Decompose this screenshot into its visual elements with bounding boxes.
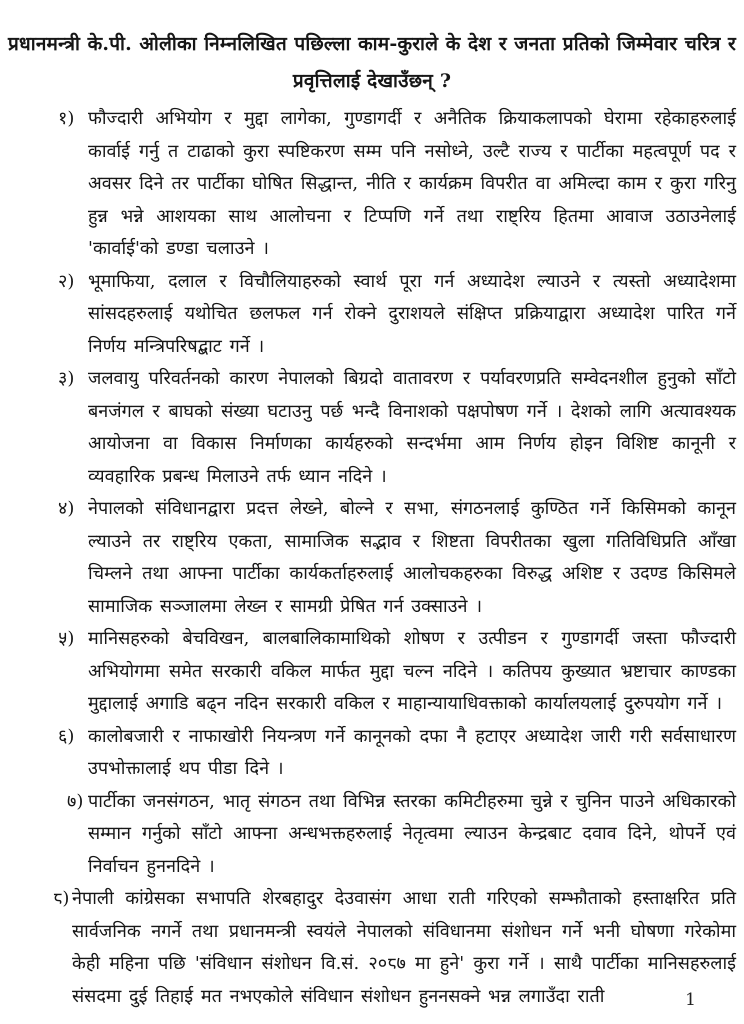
item-text: नेपालको संविधानद्वारा प्रदत्त लेख्ने, बोल्ने र सभा, संगठनलाई कुण्ठित गर्ने किसिमको कानून ल्याउने तर राष्ट्रिय एकता, सामाजिक सद्भाव र शिष्टता विपरीतका खुला गतिविधिप्रति आँखा चिम्लने तथा आफ्ना पार्टीका कार्यकर्ताहरुलाई आलोचकहरुका विरुद्ध अशिष्ट र उदण्ड किसिमले सामाजिक सञ्जालमा लेख्न र सामग्री प्रेषित गर्न उक्साउने । — [88, 498, 736, 617]
item-number: ६) — [58, 725, 75, 747]
list-item-7 — [58, 786, 736, 884]
item-text: पार्टीका जनसंगठन, भातृ संगठन तथा विभिन्न स्तरका कमिटीहरुमा चुन्ने र चुनिन पाउने अधिकारको सम्मान गर्नुको साँटो आफ्ना अन्धभक्तहरुलाई नेतृत्वमा ल्याउन केन्द्रबाट दवाव दिने, थोपर्ने एवं निर्वाचन हुननदिने । — [88, 790, 736, 877]
item-text: फौज्दारी अभियोग र मुद्दा लागेका, गुण्डागर्दी र अनैतिक क्रियाकलापको घेरामा रहेकाहरुलाई कार्वाई गर्नु त टाढाको कुरा स्पष्टिकरण सम्म पनि नसोध्ने, उल्टै राज्य र पार्टीका महत्वपूर्ण पद र अवसर दिने तर पार्टीका घोषित सिद्धान्त, नीति र कार्यक्रम विपरीत वा अमिल्दा काम र कुरा गरिनु हुन्न भन्ने आशयका साथ आलोचना र टिप्पणि गर्ने तथा राष्ट्रिय हितमा आवाज उठाउनेलाई 'कार्वाई'को डण्डा चलाउने । — [88, 108, 736, 259]
list-item-6 — [58, 721, 736, 786]
item-text: भूमाफिया, दलाल र विचौलियाहरुको स्वार्थ पूरा गर्न अध्यादेश ल्याउने र त्यस्तो अध्यादेशमा सांसदहरुलाई यथोचित छलफल गर्न रोक्ने दुराशयले संक्षिप्त प्रक्रियाद्वारा अध्यादेश पारित गर्ने निर्णय मन्त्रिपरिषद्बाट गर्ने । — [88, 270, 736, 357]
page-number: 1 — [685, 990, 696, 1010]
document-title: प्रधानमन्त्री के.पी. ओलीका निम्नलिखित पछिल्ला काम-कुराले के देश र जनता प्रतिको जिम्मेवार चरित्र र प्रवृत्तिलाई देखाउँछन् ? — [8, 33, 736, 92]
item-number: ३) — [58, 368, 75, 389]
item-text: मानिसहरुको बेचविखन, बालबालिकामाथिको शोषण र उत्पीडन र गुण्डागर्दी जस्ता फौज्दारी अभियोगमा समेत सरकारी वकिल मार्फत मुद्दा चल्न नदिने । कतिपय कुख्यात भ्रष्टाचार काण्डका मुद्दालाई अगाडि बढ्न नदिन सरकारी वकिल र माहान्यायाधिवक्ताको कार्यालयलाई दुरुपयोग गर्ने । — [88, 628, 736, 714]
list-item-8 — [53, 883, 736, 1013]
list-item-2 — [58, 266, 736, 364]
numbered-list — [8, 103, 736, 1013]
item-text: कालोबजारी र नाफाखोरी नियन्त्रण गर्ने कानूनको दफा नै हटाएर अध्यादेश जारी गरी सर्वसाधारण उपभोक्तालाई थप पीडा दिने । — [88, 725, 736, 779]
item-number: ४) — [58, 498, 75, 519]
item-number: १) — [58, 108, 75, 129]
item-text: जलवायु परिवर्तनको कारण नेपालको बिग्रदो वातावरण र पर्यावरणप्रति सम्वेदनशील हुनुको साँटो बनजंगल र बाघको संख्या घटाउनु पर्छ भन्दै विनाशको पक्षपोषण गर्ने । देशको लागि अत्यावश्यक आयोजना वा विकास निर्माणका कार्यहरुको सन्दर्भमा आम निर्णय होइन विशिष्ट कानूनी र व्यवहारिक प्रबन्ध मिलाउने तर्फ ध्यान नदिने । — [88, 368, 736, 487]
item-number: ५) — [58, 628, 75, 649]
list-item-1 — [58, 103, 736, 266]
item-text: नेपाली कांग्रेसका सभापति शेरबहादुर देउवासंग आधा राती गरिएको सम्झौताको हस्ताक्षरित प्रति सार्वजनिक नगर्ने तथा प्रधानमन्त्री स्वयंले नेपालको संविधानमा संशोधन गर्ने भनी घोषणा गरेकोमा केही महिना पछि 'संविधान संशोधन वि.सं. २०८७ मा हुने' कुरा गर्ने । साथै पार्टीका मानिसहरुलाई संसदमा दुई तिहाई मत नभएकोले संविधान संशोधन हुननसक्ने भन्न लगाउँदा राती — [72, 888, 736, 1007]
list-item-3 — [58, 363, 736, 493]
list-item-4 — [58, 493, 736, 623]
item-number: २) — [58, 270, 75, 292]
item-number: ८) — [53, 888, 70, 909]
item-number: ७) — [67, 790, 84, 812]
list-item-5 — [58, 623, 736, 721]
